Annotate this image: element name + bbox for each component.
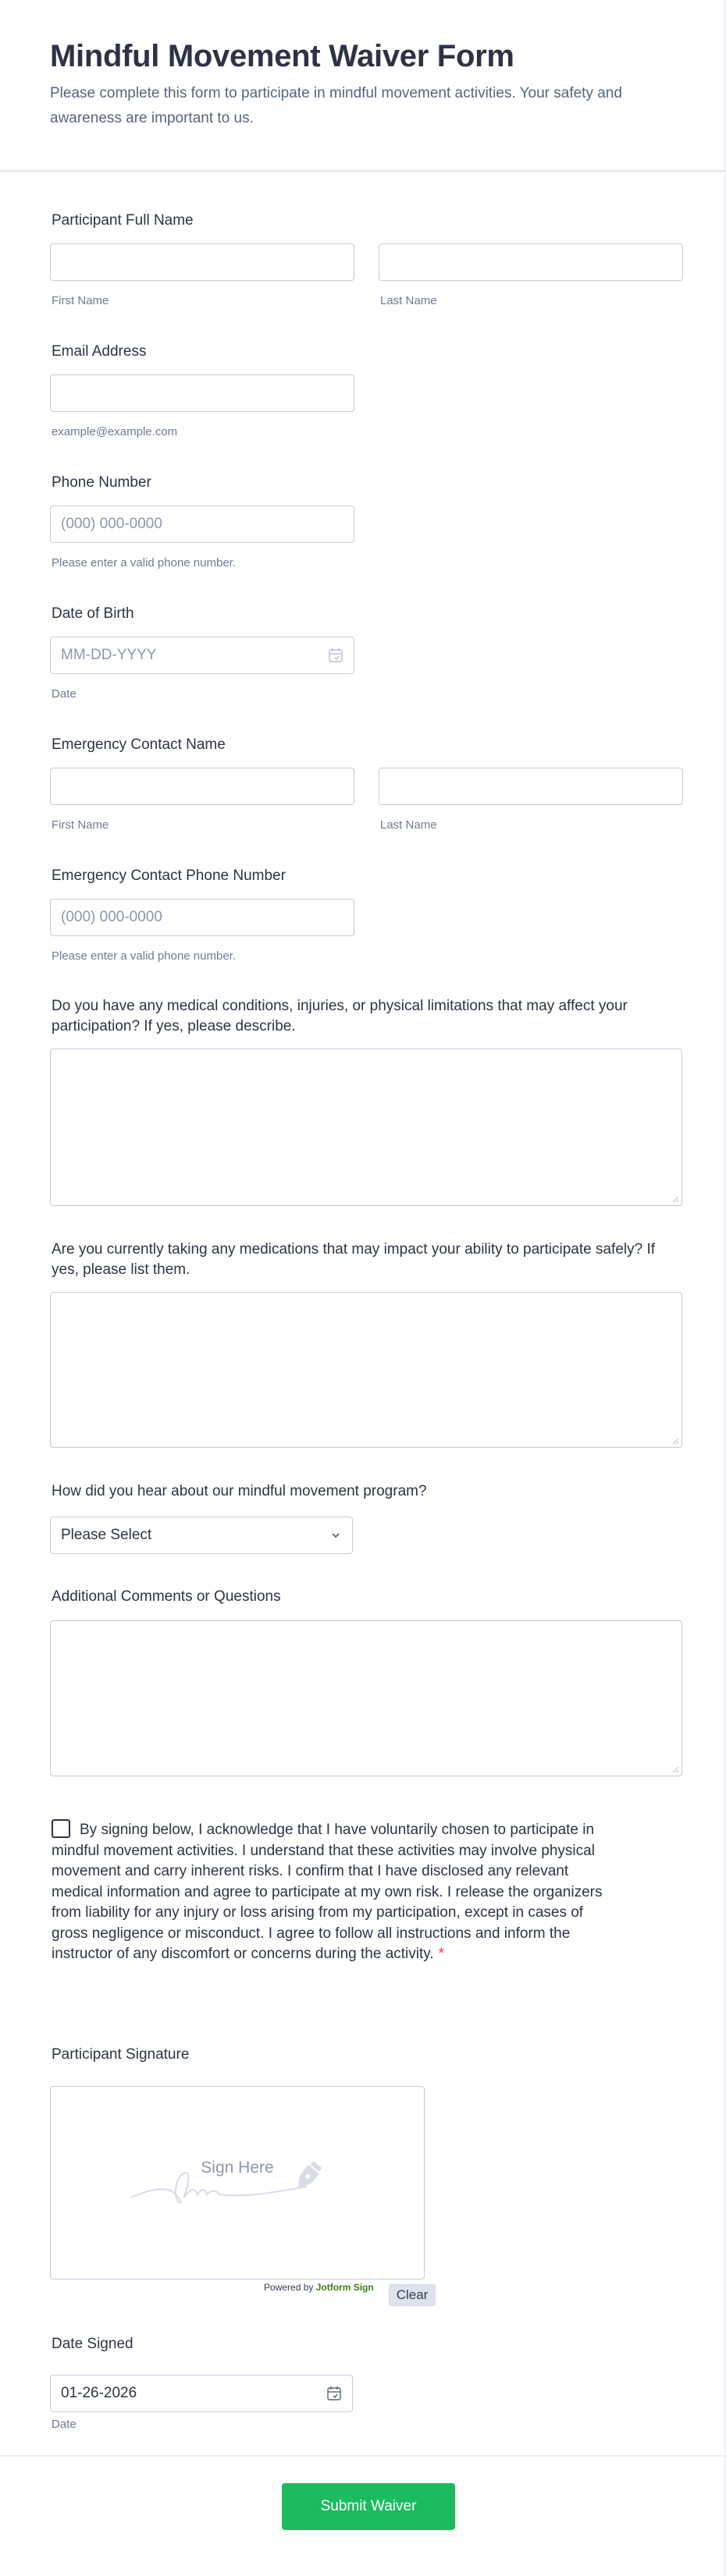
comments-label: Additional Comments or Questions: [52, 1588, 281, 1605]
page-title: Mindful Movement Waiver Form: [50, 39, 514, 73]
phone-label: Phone Number: [52, 474, 151, 491]
emergency-phone-input[interactable]: [50, 899, 354, 936]
medications-label: Are you currently taking any medications that may impact your ability to participate safely? If yes, please list them.: [52, 1241, 656, 1278]
medical-label: Do you have any medical conditions, injuries, or physical limitations that may affect your participation? If yes, please describe.: [52, 998, 628, 1034]
submit-waiver-button[interactable]: Submit Waiver: [282, 2483, 455, 2530]
date-signed-label: Date Signed: [52, 2336, 133, 2352]
referral-label: How did you hear about our mindful movement program?: [52, 1483, 427, 1499]
powered-by-brand-link[interactable]: Jotform Sign: [315, 2282, 374, 2293]
phone-sublabel: Please enter a valid phone number.: [52, 556, 236, 569]
email-label: Email Address: [52, 343, 147, 360]
calendar-icon[interactable]: [327, 647, 344, 664]
email-input[interactable]: [50, 374, 354, 412]
participant-name-label: Participant Full Name: [52, 212, 194, 229]
signature-label: Participant Signature: [52, 2046, 190, 2063]
medications-textarea[interactable]: [50, 1292, 682, 1448]
emergency-phone-sublabel: Please enter a valid phone number.: [52, 949, 236, 963]
emergency-name-label: Emergency Contact Name: [52, 736, 226, 753]
medical-textarea[interactable]: [50, 1048, 682, 1206]
comments-textarea[interactable]: [50, 1620, 682, 1776]
emergency-last-sublabel: Last Name: [380, 818, 437, 832]
emergency-first-name-input[interactable]: [50, 768, 354, 805]
referral-select[interactable]: [50, 1517, 353, 1554]
consent-block: [52, 1819, 614, 1965]
phone-placeholder: (000) 000-0000: [61, 516, 162, 532]
emergency-first-sublabel: First Name: [52, 818, 109, 832]
participant-first-name-input[interactable]: [50, 243, 354, 281]
consent-text: By signing below, I acknowledge that I have voluntarily chosen to participate in mindful movement activities. I understand that these activities may involve physical movement and carry inherent risks. I confirm that I have disclosed any relevant medical information and agree to participate at my own risk. I release the organizers from liability for any injury or loss arising from my participation, except in cases of gross negligence or misconduct. I agree to follow all instructions and inform the instructor of any discomfort or concerns during the activity.: [52, 1822, 603, 1962]
dob-input[interactable]: [50, 637, 354, 674]
chevron-down-icon: [329, 1528, 343, 1542]
last-name-sublabel: Last Name: [380, 294, 437, 307]
dob-placeholder: MM-DD-YYYY: [61, 647, 157, 663]
emergency-phone-placeholder: (000) 000-0000: [61, 909, 162, 925]
emergency-last-name-input[interactable]: [379, 768, 683, 805]
page-subtitle: Please complete this form to participate in mindful movement activities. Your safety and awareness are important to us.: [50, 85, 622, 126]
first-name-sublabel: First Name: [52, 294, 109, 307]
consent-checkbox[interactable]: [52, 1819, 70, 1838]
signature-pad[interactable]: [50, 2086, 425, 2280]
powered-by: [264, 2282, 374, 2293]
footer-divider: [0, 2455, 726, 2457]
date-signed-input[interactable]: [50, 2375, 353, 2412]
calendar-icon[interactable]: [326, 2385, 343, 2402]
emergency-phone-label: Emergency Contact Phone Number: [52, 868, 286, 884]
resize-handle-icon[interactable]: [671, 1765, 679, 1773]
form-header: [0, 0, 726, 172]
date-signed-value: 01-26-2026: [61, 2385, 137, 2401]
resize-handle-icon[interactable]: [671, 1437, 679, 1445]
email-sublabel: example@example.com: [52, 425, 178, 438]
participant-last-name-input[interactable]: [379, 243, 683, 281]
referral-selected-value: Please Select: [61, 1527, 152, 1543]
required-asterisk: *: [438, 1946, 445, 1962]
dob-label: Date of Birth: [52, 605, 134, 622]
dob-sublabel: Date: [52, 687, 77, 701]
phone-input[interactable]: [50, 506, 354, 543]
powered-by-prefix: Powered by: [264, 2282, 316, 2293]
resize-handle-icon[interactable]: [671, 1195, 679, 1203]
clear-signature-button[interactable]: Clear: [389, 2284, 436, 2306]
date-signed-sublabel: Date: [52, 2418, 77, 2431]
signature-placeholder: Sign Here: [201, 2159, 274, 2177]
